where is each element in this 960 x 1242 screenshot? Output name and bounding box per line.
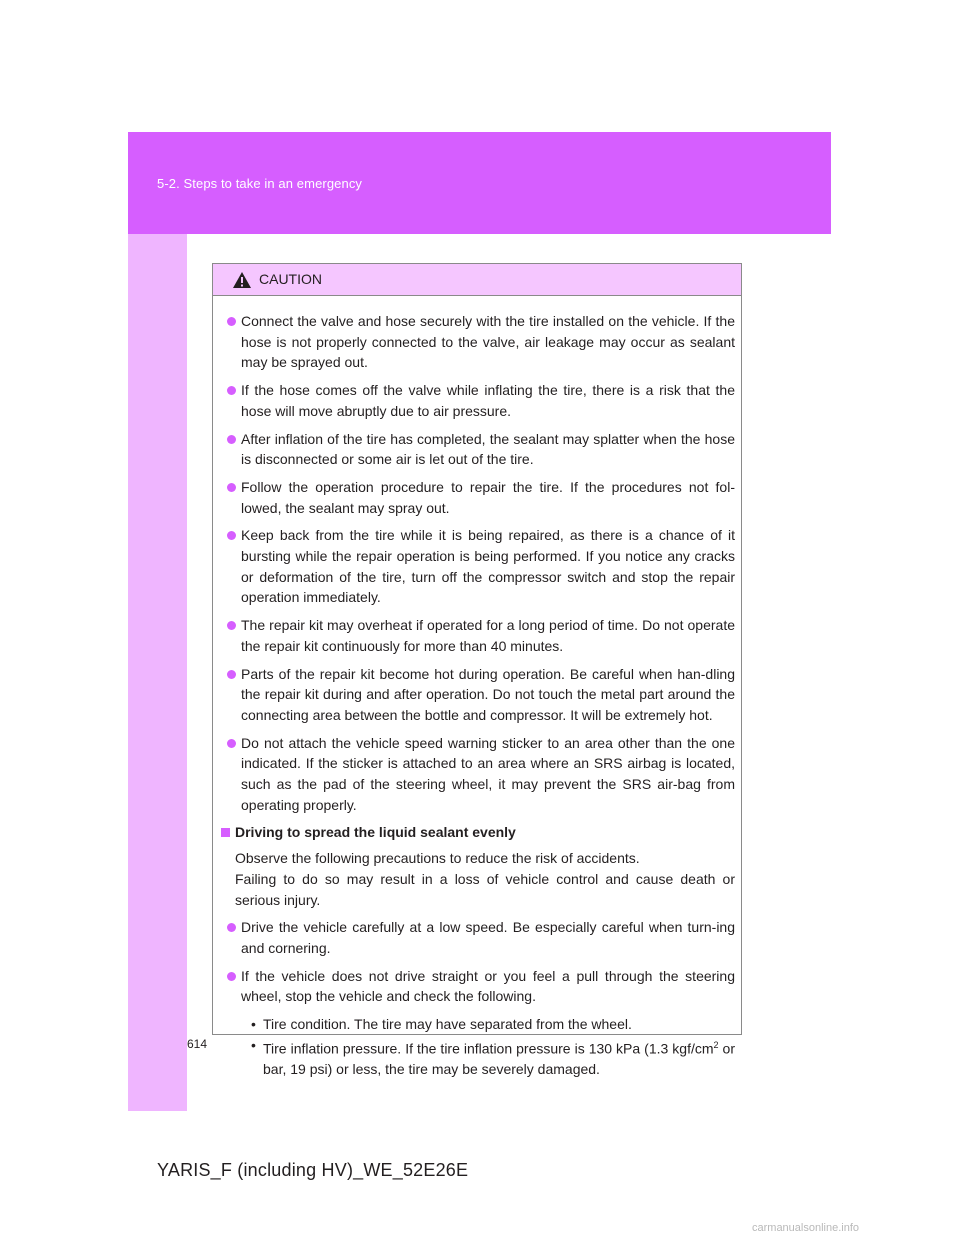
page-number: 614 xyxy=(187,1037,208,1051)
bullet-icon xyxy=(227,483,236,492)
bullet-icon xyxy=(227,739,236,748)
square-bullet-icon xyxy=(221,828,230,837)
sub-bullet: • xyxy=(251,1016,256,1033)
driving-warning: Failing to do so may result in a loss of vehicle control and cause death or serious injury. xyxy=(235,870,735,908)
watermark: carmanualsonline.info xyxy=(752,1222,860,1234)
caution-item: The repair kit may overheat if operated for a long period of time. Do not operate the repair kit continuously for more than 40 minutes. xyxy=(221,615,735,656)
caution-header xyxy=(213,264,741,296)
bullet-icon xyxy=(227,621,236,630)
warning-triangle-icon xyxy=(232,271,252,289)
section-title: 5-2. Steps to take in an emergency xyxy=(157,176,363,191)
bullet-icon xyxy=(227,670,236,679)
bullet-icon xyxy=(227,317,236,326)
bullet-icon xyxy=(227,531,236,540)
caution-item: Keep back from the tire while it is being repaired, as there is a chance of it bursting while the repair operation is being performed. If you notice any cracks or deformation of the tire, turn off the compressor switch and stop the repair operation immediately. xyxy=(221,525,735,608)
caution-box xyxy=(212,263,742,1078)
driving-intro: Observe the following precautions to reduce the risk of accidents. xyxy=(235,850,640,867)
footer-document-code: YARIS_F (including HV)_WE_52E26E xyxy=(157,1160,469,1180)
caution-item: Connect the valve and hose securely with the tire installed on the vehicle. If the hose is not properly connected to the valve, air leakage may occur as sealant may be sprayed out. xyxy=(221,311,735,373)
bullet-icon xyxy=(227,435,236,444)
bullet-icon xyxy=(227,386,236,395)
caution-item: Follow the operation procedure to repair the tire. If the procedures not fol-lowed, the sealant may spray out. xyxy=(221,477,735,518)
driving-item: Drive the vehicle carefully at a low speed. Be especially careful when turn-ing and cornering. xyxy=(221,917,735,958)
side-strip xyxy=(128,234,187,1111)
bullet-icon xyxy=(227,923,236,932)
caution-body xyxy=(213,296,741,1080)
bullet-icon xyxy=(227,972,236,981)
driving-heading: Driving to spread the liquid sealant evenly xyxy=(221,822,735,843)
sub-bullet: • xyxy=(251,1036,256,1053)
superscript: 2 xyxy=(713,1039,719,1050)
check-tire-condition: • Tire condition. The tire may have separated from the wheel. xyxy=(221,1014,735,1035)
caution-item: After inflation of the tire has completed, the sealant may splatter when the hose is disconnected or some air is let out of the tire. xyxy=(221,429,735,470)
caution-item: Do not attach the vehicle speed warning sticker to an area other than the one indicated. If the sticker is attached to an area where an SRS airbag is located, such as the pad of the steering wheel, it may prevent the SRS air-bag from operating properly. xyxy=(221,733,735,816)
driving-item: If the vehicle does not drive straight or you feel a pull through the steering wheel, stop the vehicle and check the following. xyxy=(221,966,735,1007)
caution-item: Parts of the repair kit become hot during operation. Be careful when han-dling the repair kit during and after operation. Do not touch the metal part around the connecting area between the bottle and compressor. It will be extremely hot. xyxy=(221,664,735,726)
caution-item: If the hose comes off the valve while inflating the tire, there is a risk that the hose will move abruptly due to air pressure. xyxy=(221,380,735,421)
caution-label: CAUTION xyxy=(259,271,322,287)
check-tire-pressure: • Tire inflation pressure. If the tire inflation pressure is 130 kPa (1.3 kgf/$cm^2$ or bar, 19 psi) or less, the tire may be severely damaged. xyxy=(251,1036,735,1078)
